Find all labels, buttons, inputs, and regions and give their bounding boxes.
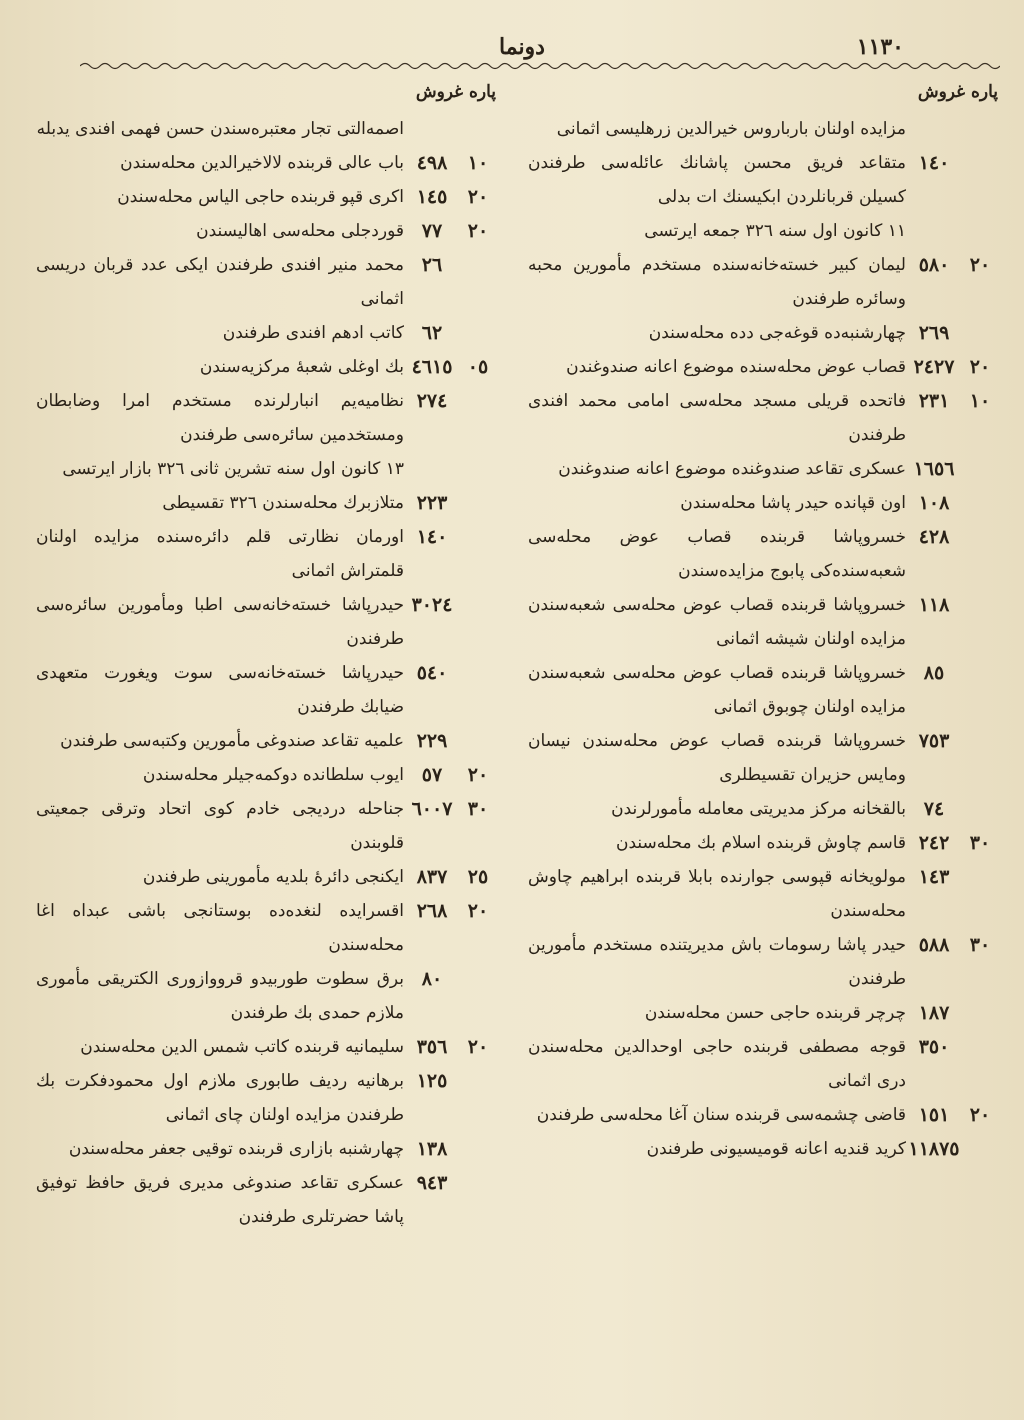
ledger-entry: [36, 588, 496, 656]
para-value: [962, 588, 998, 622]
amount: [404, 350, 496, 384]
ledger-entry: [36, 180, 496, 214]
ledger-entry: [528, 1132, 998, 1166]
amount: [404, 1064, 496, 1098]
ledger-entry: [528, 214, 998, 248]
amount: [404, 860, 496, 894]
entry-description: اقسرايده لنغده‌ده بوستانجى باشى عبداه اغا محله‌سندن: [36, 901, 404, 955]
amount: [404, 656, 496, 690]
ledger-entry: [36, 350, 496, 384]
ledger-entry: [36, 520, 496, 588]
entry-description: متلازبرك محله‌سندن ٣٢٦ تقسيطى: [162, 493, 404, 513]
ledger-entry: [36, 860, 496, 894]
para-value: [460, 1064, 496, 1098]
amount: [906, 350, 998, 384]
para-value: [460, 248, 496, 282]
para-value: [460, 384, 496, 418]
entry-description: فاتحده قريلى مسجد محله‌سى امامى محمد افندى طرفندن: [528, 391, 906, 445]
entry-description: برهانيه رديف طابورى ملازم اول محمودفكرت بك طرفندن مزايده اولنان چاى اثمانى: [36, 1071, 404, 1125]
kurus-value: ٣٠٢٤: [411, 594, 453, 616]
kurus-value: ٧٤: [923, 798, 945, 820]
kurus-value: ٧٧: [421, 220, 443, 242]
para-value: [962, 146, 998, 180]
amount: [906, 146, 998, 180]
kurus-value: ٦٢: [421, 322, 443, 344]
ledger-entry: [528, 316, 998, 350]
para-value: [460, 724, 496, 758]
amount: [404, 248, 496, 282]
ledger-entry: [36, 316, 496, 350]
kurus-value: ٨٠: [421, 968, 443, 990]
para-value: [962, 520, 998, 554]
ledger-entry: [528, 724, 998, 792]
kurus-value: ٢٦٩: [918, 322, 950, 344]
para-value: ٠٥: [467, 356, 489, 378]
para-value: [962, 996, 998, 1030]
para-value: ٢٠: [969, 254, 991, 276]
para-value: [962, 1132, 998, 1166]
para-value: ٢٠: [467, 220, 489, 242]
amount: [906, 486, 998, 520]
amount: [906, 860, 998, 894]
ledger-entry: [36, 962, 496, 1030]
kurus-value: ١١٨٧٥: [908, 1138, 960, 1160]
entry-description: اون قپانده حيدر پاشا محله‌سندن: [680, 493, 906, 513]
entry-description: برق سطوت طوربيدو قرووازورى الكتريقى مأمورى ملازم حمدى بك طرفندن: [36, 969, 404, 1023]
amount: [906, 1098, 998, 1132]
ledger-entry: [36, 724, 496, 758]
column-header: پاره غروش: [415, 82, 496, 102]
kurus-value: ٤٦١٥: [411, 356, 453, 378]
page-number: ١١٣٠: [856, 34, 904, 60]
amount: [404, 1132, 496, 1166]
ledger-entry: [36, 452, 496, 486]
ledger-entry: [36, 656, 496, 724]
entry-description: متقاعد فريق محسن پاشانك عائله‌سى طرفندن كسيلن قربانلردن ابكيسنك ات بدلى: [528, 153, 906, 207]
entry-description: ليمان كبير خسته‌خانه‌سنده مستخدم مأمورين محبه وسائره طرفندن: [528, 255, 906, 309]
para-value: [962, 486, 998, 520]
amount: [906, 1030, 998, 1064]
para-value: [962, 316, 998, 350]
left-entries: [36, 112, 496, 1234]
column-header: پاره غروش: [917, 82, 998, 102]
ledger-entry: [528, 248, 998, 316]
amount: [404, 588, 496, 622]
kurus-value: ١٤٠: [416, 526, 448, 548]
kurus-value: ٢٢٩: [416, 730, 448, 752]
amount: [404, 724, 496, 758]
para-value: ٣٠: [969, 934, 991, 956]
entry-description: قاضى چشمه‌سى قربنده سنان آغا محله‌سى طرفندن: [536, 1105, 906, 1125]
entry-description: قاسم چاوش قربنده اسلام بك محله‌سندن: [615, 833, 906, 853]
amount: [404, 384, 496, 418]
para-value: ٢٠: [467, 186, 489, 208]
entry-description: ١١ كانون اول سنه ٣٢٦ جمعه ايرتسى: [644, 221, 906, 241]
kurus-value: ٣٥٠: [918, 1036, 950, 1058]
ledger-entry: [528, 350, 998, 384]
entry-description: اصمه‌التى تجار معتبره‌سندن حسن فهمى افندى يدبله: [36, 119, 404, 139]
kurus-value: ٩٤٣: [416, 1172, 448, 1194]
ledger-entry: [528, 996, 998, 1030]
entry-description: مزايده اولنان بارباروس خيرالدين زرهليسى اثمانى: [556, 119, 906, 139]
entry-description: سليمانيه قربنده كاتب شمس الدين محله‌سندن: [80, 1037, 404, 1057]
ledger-entry: [36, 894, 496, 962]
ledger-entry: [36, 112, 496, 146]
entry-description: خسروپاشا قربنده قصاب عوض محله‌سى شعبه‌سندن مزايده اولنان چوبوق اثمانى: [528, 663, 906, 717]
ledger-entry: [36, 248, 496, 316]
amount: [906, 520, 998, 554]
ledger-entry: [528, 1030, 998, 1098]
kurus-value: ١٨٧: [918, 1002, 950, 1024]
left-column: [36, 82, 496, 1234]
para-value: [460, 962, 496, 996]
amount: [404, 894, 496, 928]
kurus-value: ١٤٠: [918, 152, 950, 174]
entry-description: حيدرپاشا خسته‌خانه‌سى اطبا ومأمورين سائره‌سى طرفندن: [36, 595, 404, 649]
ledger-entry: [36, 146, 496, 180]
para-value: [460, 588, 496, 622]
para-value: ٢٠: [969, 356, 991, 378]
amount: [906, 452, 998, 486]
kurus-value: ٢٤٢٧: [913, 356, 955, 378]
ledger-entry: [36, 792, 496, 860]
ledger-entry: [36, 486, 496, 520]
kurus-value: ٥٨٨: [918, 934, 950, 956]
header-rule: [80, 60, 1000, 72]
entry-description: قصاب عوض محله‌سنده موضوع اعانه صندوغندن: [566, 357, 906, 377]
ledger-entry: [36, 384, 496, 452]
para-value: [460, 316, 496, 350]
entry-description: عسكرى تقاعد صندوغنده موضوع اعانه صندوغندن: [558, 459, 906, 479]
entry-description: حيدر پاشا رسومات باش مديريتنده مستخدم مأمورين طرفندن: [528, 935, 906, 989]
amount: [906, 724, 998, 758]
entry-description: باب عالى قربنده لالاخيرالدين محله‌سندن: [120, 153, 404, 173]
para-value: ٣٠: [467, 798, 489, 820]
ledger-entry: [36, 214, 496, 248]
amount: [404, 214, 496, 248]
amount: [404, 758, 496, 792]
para-value: ٣٠: [969, 832, 991, 854]
ledger-entry: [528, 520, 998, 588]
amount: [404, 486, 496, 520]
entry-description: قوردجلى محله‌سى اهاليسندن: [196, 221, 404, 241]
para-value: [962, 860, 998, 894]
ledger-entry: [528, 146, 998, 214]
entry-description: كريد قنديه اعانه قوميسيونى طرفندن: [646, 1139, 906, 1159]
kurus-value: ٢٤٢: [918, 832, 950, 854]
right-entries: [528, 112, 998, 1166]
para-value: [962, 724, 998, 758]
ledger-entry: [528, 928, 998, 996]
kurus-value: ٥٨٠: [918, 254, 950, 276]
ledger-entry: [36, 1064, 496, 1132]
para-value: ٢٠: [969, 1104, 991, 1126]
para-value: [460, 1132, 496, 1166]
running-title: دونما: [499, 34, 545, 60]
entry-description: جناحله درديجى خادم كوى اتحاد وترقى جمعيتى قلوبندن: [36, 799, 404, 853]
para-value: [962, 656, 998, 690]
ledger-entry: [528, 588, 998, 656]
kurus-value: ٢٧٤: [416, 390, 448, 412]
ledger-entry: [528, 1098, 998, 1132]
amount: [404, 180, 496, 214]
para-value: [460, 656, 496, 690]
ledger-entry: [36, 1030, 496, 1064]
para-value: [962, 452, 998, 486]
para-value: [962, 792, 998, 826]
para-value: ١٠: [969, 390, 991, 412]
entry-description: چهارشنبه‌ده قوغه‌جى دده محله‌سندن: [648, 323, 906, 343]
amount: [404, 316, 496, 350]
para-value: [460, 1166, 496, 1200]
entry-description: ايكنجى دائرهٔ بلديه مأمورينى طرفندن: [142, 867, 404, 887]
amount: [906, 928, 998, 962]
ledger-entry: [528, 384, 998, 452]
entry-description: اكرى قپو قربنده حاجى الياس محله‌سندن: [117, 187, 404, 207]
kurus-value: ١٠٨: [918, 492, 950, 514]
amount: [404, 1030, 496, 1064]
kurus-value: ٣٥٦: [416, 1036, 448, 1058]
entry-description: اورمان نظارتى قلم دائره‌سنده مزايده اولنان قلمتراش اثمانى: [36, 527, 404, 581]
right-column: [528, 82, 998, 1166]
amount: [906, 996, 998, 1030]
ledger-entry: [528, 792, 998, 826]
kurus-value: ١٣٨: [416, 1138, 448, 1160]
entry-description: حيدرپاشا خسته‌خانه‌سى سوت ويغورت متعهدى ضيابك طرفندن: [36, 663, 404, 717]
ledger-entry: [528, 656, 998, 724]
ledger-entry: [528, 452, 998, 486]
para-value: [962, 1030, 998, 1064]
amount: [404, 962, 496, 996]
entry-description: خسروپاشا قربنده قصاب عوض محله‌سندن نيسان ومايس حزيران تقسيطلرى: [528, 731, 906, 785]
entry-description: بك اوغلى شعبهٔ مركزيه‌سندن: [199, 357, 404, 377]
kurus-value: ٧٥٣: [918, 730, 950, 752]
amount: [404, 792, 496, 826]
kurus-value: ١٤٥: [416, 186, 448, 208]
kurus-value: ٢٢٣: [416, 492, 448, 514]
para-value: ٢٠: [467, 900, 489, 922]
kurus-value: ٤٩٨: [416, 152, 448, 174]
amount: [906, 1132, 998, 1166]
amount: [906, 384, 998, 418]
kurus-value: ١٥١: [918, 1104, 950, 1126]
amount: [906, 656, 998, 690]
ledger-entry: [528, 860, 998, 928]
kurus-value: ٨٣٧: [416, 866, 448, 888]
amount: [906, 588, 998, 622]
kurus-value: ١٦٥٦: [913, 458, 955, 480]
entry-description: محمد منير افندى طرفندن ايكى عدد قربان دريسى اثمانى: [36, 255, 404, 309]
para-value: ٢٥: [467, 866, 489, 888]
amount: [906, 316, 998, 350]
entry-description: عسكرى تقاعد صندوغى مديرى فريق حافظ توفيق پاشا حضرتلرى طرفندن: [36, 1173, 404, 1227]
entry-description: خسروپاشا قربنده قصاب عوض محله‌سى شعبه‌سنده‌كى پابوج مزايده‌سندن: [528, 527, 906, 581]
entry-description: مولويخانه قپوسى جوارنده بابلا قربنده ابراهيم چاوش محله‌سندن: [528, 867, 906, 921]
ledger-entry: [528, 826, 998, 860]
ledger-entry: [528, 486, 998, 520]
kurus-value: ٤٢٨: [918, 526, 950, 548]
ledger-entry: [36, 1166, 496, 1234]
amount: [906, 826, 998, 860]
ledger-entry: [36, 1132, 496, 1166]
kurus-value: ٥٧: [421, 764, 443, 786]
kurus-value: ٨٥: [923, 662, 945, 684]
amount: [906, 792, 998, 826]
para-value: [460, 486, 496, 520]
para-value: ٢٠: [467, 1036, 489, 1058]
entry-description: قوجه مصطفى قربنده حاجى اوحدالدين محله‌سندن درى اثمانى: [528, 1037, 906, 1091]
amount: [906, 248, 998, 282]
entry-description: چهارشنبه بازارى قربنده توقيى جعفر محله‌سندن: [68, 1139, 404, 1159]
entry-description: نظاميه‌يم انبارلرنده مستخدم امرا وضابطان ومستخدمين سائره‌سى طرفندن: [36, 391, 404, 445]
kurus-value: ٢٦: [421, 254, 443, 276]
entry-description: كاتب ادهم افندى طرفندن: [222, 323, 404, 343]
kurus-value: ١٢٥: [416, 1070, 448, 1092]
entry-description: ١٣ كانون اول سنه تشرين ثانى ٣٢٦ بازار ايرتسى: [62, 459, 404, 479]
kurus-value: ٢٦٨: [416, 900, 448, 922]
para-value: ١٠: [467, 152, 489, 174]
entry-description: بالقخانه مركز مديريتى معامله مأمورلرندن: [611, 799, 906, 819]
kurus-value: ٦٠٠٧: [411, 798, 453, 820]
entry-description: ايوب سلطانده دوكمه‌جيلر محله‌سندن: [142, 765, 404, 785]
entry-description: چرچر قربنده حاجى حسن محله‌سندن: [644, 1003, 906, 1023]
para-value: ٢٠: [467, 764, 489, 786]
para-value: [460, 520, 496, 554]
amount: [404, 146, 496, 180]
entry-description: خسروپاشا قربنده قصاب عوض محله‌سى شعبه‌سندن مزايده اولنان شيشه اثمانى: [528, 595, 906, 649]
kurus-value: ٥٤٠: [416, 662, 448, 684]
ledger-entry: [36, 758, 496, 792]
entry-description: علميه تقاعد صندوغى مأمورين وكتبه‌سى طرفندن: [60, 731, 404, 751]
ledger-entry: [528, 112, 998, 146]
amount: [404, 520, 496, 554]
amount: [404, 1166, 496, 1200]
kurus-value: ١١٨: [918, 594, 950, 616]
kurus-value: ٢٣١: [918, 390, 950, 412]
kurus-value: ١٤٣: [918, 866, 950, 888]
